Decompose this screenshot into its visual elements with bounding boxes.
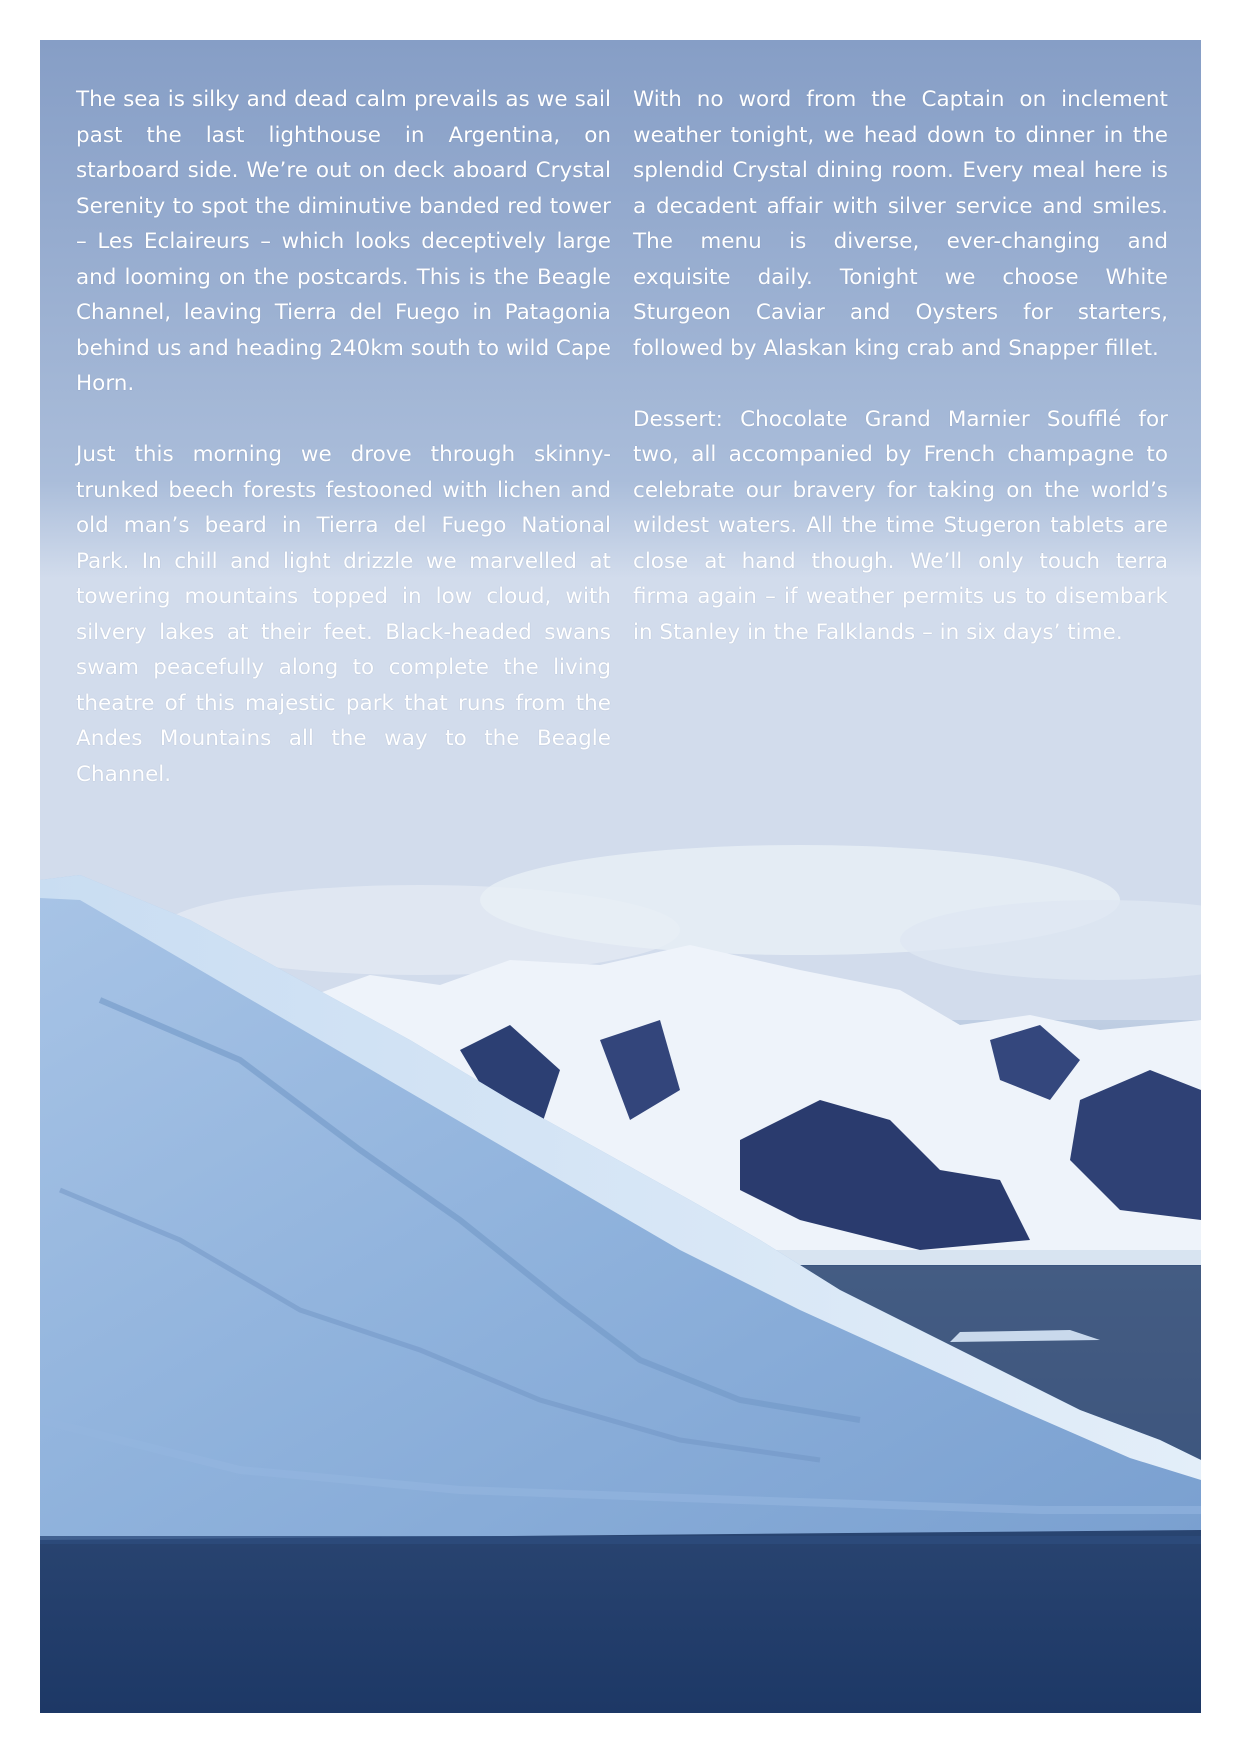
paragraph-national-park: Just this morning we drove through skinny-trunked beech forests festooned with lichen and old man’s beard in Tierra del Fuego National Park. In chill and light drizzle we marvelled at towering mountains topped in low cloud, with silvery lakes at their feet. Black-headed swans swam peacefully along to complete the living theatre of this majestic park that runs from the Andes Mountains all the way to the Beagle Channel. (76, 442, 611, 787)
article-left-column (76, 82, 611, 828)
article-right-column (633, 82, 1168, 686)
paragraph-lighthouse: The sea is silky and dead calm prevails as we sail past the last lighthouse in Argentina, on starboard side. We’re out on deck aboard Crystal Serenity to spot the diminutive banded red tower – Les Eclaireurs – which looks deceptively large and looming on the postcards. This is the Beagle Channel, leaving Tierra del Fuego in Patagonia behind us and heading 240km south to wild Cape Horn. (76, 87, 611, 396)
background-photo (40, 40, 1201, 1713)
paragraph-dessert: Dessert: Chocolate Grand Marnier Soufflé for two, all accompanied by French champagne to celebrate our bravery for taking on the world’s wildest waters. All the time Stugeron tablets are close at hand though. We’ll only touch terra firma again – if weather permits us to disembark in Stanley in the Falklands – in six days’ time. (633, 406, 1168, 645)
paragraph-dinner: With no word from the Captain on inclement weather tonight, we head down to dinner in the splendid Crystal dining room. Every meal here is a decadent affair with silver service and smiles. The menu is diverse, ever-changing and exquisite daily. Tonight we choose White Sturgeon Caviar and Oysters for starters, followed by Alaskan king crab and Snapper fillet. (633, 87, 1168, 361)
